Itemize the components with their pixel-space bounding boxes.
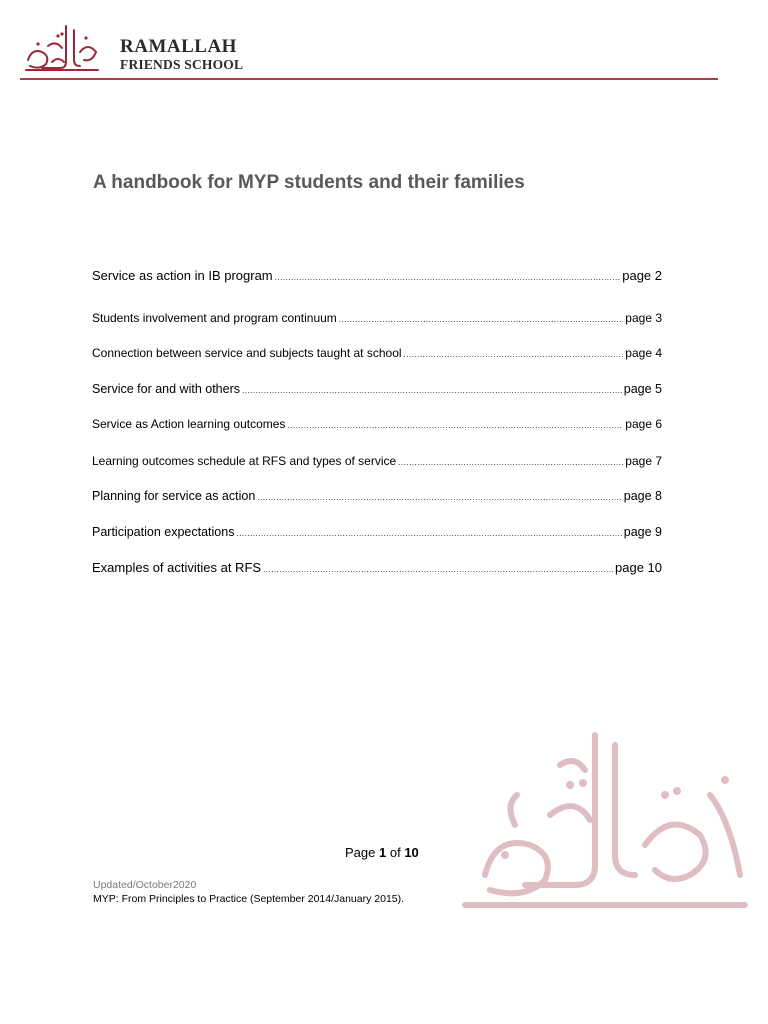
toc-item-page: page 2 bbox=[622, 268, 662, 283]
page-number bbox=[345, 845, 419, 860]
toc-item-page: page 7 bbox=[625, 454, 662, 468]
toc-item-label: Service for and with others bbox=[92, 382, 240, 396]
page-title: A handbook for MYP students and their families bbox=[93, 172, 525, 193]
toc-item-label: Planning for service as action bbox=[92, 489, 256, 503]
toc-item-learning-outcomes[interactable] bbox=[92, 417, 662, 431]
toc-item-service-for-others[interactable] bbox=[92, 382, 662, 396]
arabic-calligraphy-watermark-icon bbox=[455, 725, 750, 915]
toc-item-planning[interactable] bbox=[92, 489, 662, 503]
toc-item-label: Learning outcomes schedule at RFS and types of service bbox=[92, 454, 397, 468]
toc-item-label: Service as Action learning outcomes bbox=[92, 417, 286, 431]
toc-item-page: page 5 bbox=[623, 382, 662, 396]
toc-item-students-involvement[interactable] bbox=[92, 311, 662, 325]
arabic-calligraphy-logo-icon bbox=[22, 22, 102, 74]
footer-updated: Updated/October2020 bbox=[93, 879, 197, 891]
school-name-line2: FRIENDS SCHOOL bbox=[120, 57, 244, 72]
toc-item-page: page 8 bbox=[623, 489, 662, 503]
table-of-contents bbox=[92, 0, 672, 600]
toc-item-service-as-action[interactable] bbox=[92, 268, 662, 283]
page-number-total: 10 bbox=[404, 845, 419, 860]
toc-leader-dots bbox=[339, 315, 623, 324]
toc-leader-dots bbox=[404, 350, 624, 359]
toc-item-label: Participation expectations bbox=[92, 525, 235, 539]
toc-item-page: page 10 bbox=[615, 560, 662, 575]
toc-leader-dots bbox=[287, 421, 623, 430]
toc-item-label: Examples of activities at RFS bbox=[92, 560, 262, 575]
toc-leader-dots bbox=[398, 458, 623, 467]
school-name-line1: RAMALLAH bbox=[120, 36, 237, 57]
toc-item-participation[interactable] bbox=[92, 525, 662, 539]
page-number-of: of bbox=[389, 845, 401, 860]
toc-item-examples[interactable] bbox=[92, 560, 662, 575]
toc-item-page: page 4 bbox=[625, 346, 662, 360]
page-number-current: 1 bbox=[379, 845, 387, 860]
toc-item-label: Service as action in IB program bbox=[92, 268, 273, 283]
toc-leader-dots bbox=[275, 273, 621, 282]
toc-item-label: Connection between service and subjects taught at school bbox=[92, 346, 402, 360]
toc-leader-dots bbox=[263, 565, 613, 574]
toc-item-page: page 3 bbox=[625, 311, 662, 325]
toc-leader-dots bbox=[242, 386, 622, 395]
toc-leader-dots bbox=[257, 493, 621, 502]
toc-item-outcomes-schedule[interactable] bbox=[92, 454, 662, 468]
toc-item-label: Students involvement and program continuum bbox=[92, 311, 337, 325]
toc-item-page: page 6 bbox=[625, 417, 662, 431]
page-number-prefix: Page bbox=[345, 845, 376, 860]
toc-leader-dots bbox=[236, 529, 621, 538]
footer-source: MYP: From Principles to Practice (September 2014/January 2015). bbox=[93, 893, 405, 905]
toc-item-page: page 9 bbox=[623, 525, 662, 539]
toc-item-connection-subjects[interactable] bbox=[92, 346, 662, 360]
